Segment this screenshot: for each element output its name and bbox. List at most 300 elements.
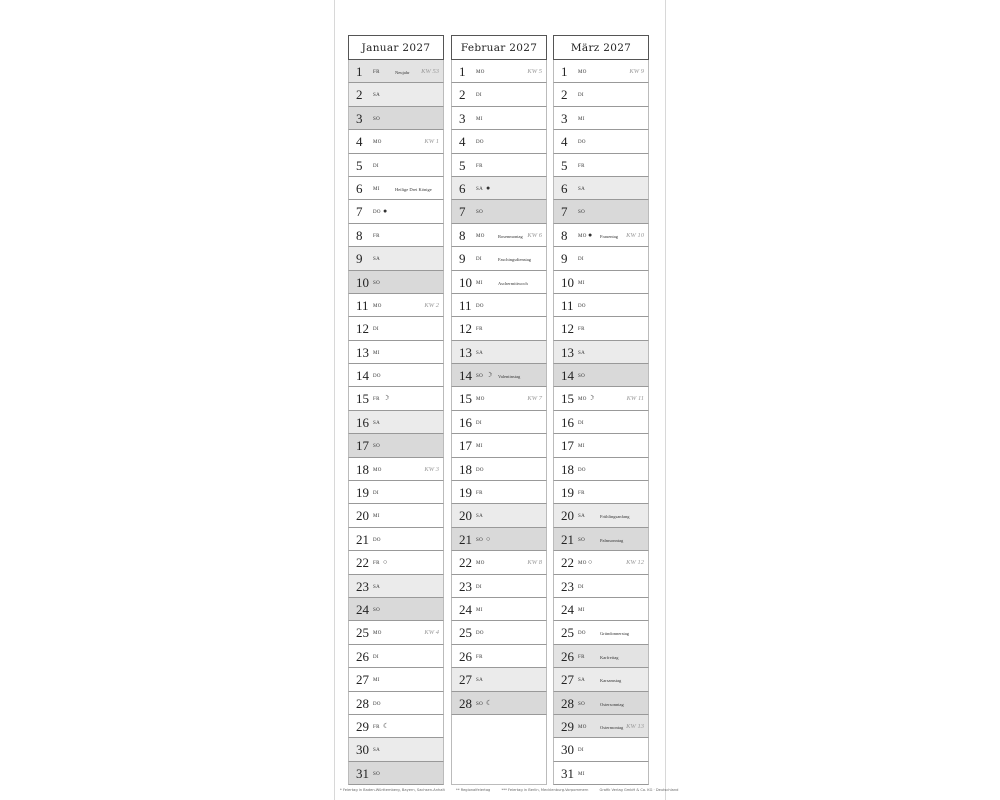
weekday-label: MO [476, 397, 485, 403]
day-cell[interactable] [451, 528, 547, 551]
weekday-label: MO [578, 397, 587, 403]
day-number: 23 [561, 578, 574, 594]
day-cell[interactable] [348, 247, 444, 270]
weekday-label: DO [373, 374, 381, 380]
day-number: 10 [356, 274, 369, 290]
day-number: 8 [459, 227, 466, 243]
weekday-label: MO [373, 467, 382, 473]
day-cell[interactable] [451, 504, 547, 527]
weekday-label: FR [373, 70, 380, 75]
day-number: 26 [356, 648, 369, 664]
day-cell[interactable] [553, 224, 649, 247]
day-number: 14 [459, 368, 472, 384]
day-number: 9 [561, 251, 568, 267]
day-cell[interactable] [451, 154, 547, 177]
empty-space [451, 715, 547, 785]
day-number: 20 [356, 508, 369, 524]
day-cell[interactable] [451, 481, 547, 504]
footer-note: Grafik Verlag GmbH & Co. KG · Deutschland [599, 788, 679, 792]
day-cell[interactable] [451, 434, 547, 457]
day-number: 23 [459, 578, 472, 594]
day-cell[interactable] [348, 130, 444, 153]
day-number: 13 [561, 344, 574, 360]
day-number: 11 [459, 297, 472, 313]
day-number: 1 [356, 64, 363, 79]
day-cell[interactable] [348, 668, 444, 691]
day-cell[interactable] [348, 621, 444, 644]
day-number: 8 [561, 227, 568, 243]
day-cell[interactable] [348, 551, 444, 574]
day-cell[interactable] [553, 177, 649, 200]
day-cell[interactable] [553, 200, 649, 223]
holiday-note: Rosenmontag [498, 233, 523, 239]
day-cell[interactable] [451, 621, 547, 644]
day-cell[interactable] [553, 434, 649, 457]
day-number: 22 [356, 555, 369, 571]
day-cell[interactable] [553, 130, 649, 153]
day-cell[interactable] [451, 83, 547, 106]
day-cell[interactable] [348, 83, 444, 106]
day-number: 17 [356, 438, 369, 454]
weekday-label: SO [476, 701, 483, 707]
day-cell[interactable] [451, 247, 547, 270]
weekday-label: SA [373, 257, 380, 263]
day-cell[interactable] [451, 458, 547, 481]
day-number: 9 [459, 251, 466, 267]
moon-phase-icon: ● [486, 183, 491, 192]
weekday-label: SA [578, 514, 585, 520]
day-cell[interactable] [553, 60, 649, 83]
day-number: 6 [356, 180, 363, 196]
week-number: KW 9 [629, 68, 644, 75]
holiday-note: Valentinstag [498, 374, 521, 380]
day-cell[interactable] [553, 458, 649, 481]
day-cell[interactable] [451, 411, 547, 434]
moon-phase-icon: ○ [383, 558, 388, 567]
weekday-label: MO [578, 724, 587, 730]
day-number: 7 [459, 204, 466, 220]
holiday-note: Faschingsdienstag [498, 257, 531, 263]
day-number: 20 [459, 508, 472, 524]
day-cell[interactable] [553, 154, 649, 177]
day-number: 23 [356, 578, 369, 594]
moon-phase-icon: ● [588, 230, 593, 239]
day-number: 3 [459, 110, 466, 126]
day-cell[interactable] [553, 83, 649, 106]
day-number: 6 [561, 180, 568, 196]
month-title: Januar 2027 [348, 35, 444, 60]
weekday-label: MI [373, 350, 380, 356]
day-number: 19 [561, 485, 574, 501]
weekday-label: DO [476, 631, 484, 637]
day-number: 15 [459, 391, 472, 407]
day-number: 15 [561, 391, 574, 407]
day-cell[interactable] [348, 504, 444, 527]
weekday-label: MI [578, 116, 585, 122]
day-cell[interactable] [451, 107, 547, 130]
weekday-label: SA [578, 678, 585, 684]
weekday-label: FR [578, 654, 585, 660]
day-number: 13 [356, 344, 369, 360]
holiday-note: Frauentag [600, 233, 618, 239]
day-cell[interactable] [553, 715, 649, 738]
day-number: 29 [356, 718, 369, 734]
day-cell[interactable] [451, 692, 547, 715]
weekday-label: DO [476, 467, 484, 473]
weekday-label: SA [373, 93, 380, 99]
day-cell[interactable] [553, 317, 649, 340]
day-cell[interactable] [553, 247, 649, 270]
day-number: 27 [356, 672, 369, 688]
day-number: 12 [561, 321, 574, 337]
holiday-note: Karsamstag [600, 678, 622, 684]
weekday-label: DI [476, 584, 482, 590]
day-cell[interactable] [348, 692, 444, 715]
day-cell[interactable] [553, 668, 649, 691]
week-number: KW 13 [626, 722, 644, 730]
day-cell[interactable] [451, 668, 547, 691]
weekday-label: DI [373, 163, 379, 169]
day-number: 24 [459, 601, 472, 617]
month-column [451, 35, 547, 785]
day-number: 6 [459, 180, 466, 196]
day-number: 8 [356, 227, 363, 243]
day-cell[interactable] [348, 341, 444, 364]
day-number: 20 [561, 508, 574, 524]
day-number: 12 [356, 321, 369, 337]
day-number: 7 [561, 204, 568, 220]
day-number: 2 [561, 87, 568, 103]
day-cell[interactable] [553, 645, 649, 668]
holiday-note: Frühlingsanfang [600, 514, 630, 520]
footer-note: * Feiertag in Baden-Württemberg, Bayern, Sachsen-Anhalt [340, 788, 445, 792]
weekday-label: SA [578, 350, 585, 356]
weekday-label: MI [578, 607, 585, 613]
weekday-label: DO [476, 140, 484, 146]
weekday-label: MI [373, 514, 380, 520]
day-cell[interactable] [348, 60, 444, 83]
day-number: 21 [561, 531, 574, 547]
day-cell[interactable] [451, 130, 547, 153]
weekday-label: SO [476, 210, 483, 216]
weekday-label: SA [373, 584, 380, 590]
weekday-label: MO [476, 70, 485, 75]
weekday-label: SO [578, 210, 585, 216]
day-cell[interactable] [348, 458, 444, 481]
day-number: 28 [356, 695, 369, 711]
weekday-label: DI [476, 420, 482, 426]
day-cell[interactable] [451, 575, 547, 598]
day-number: 21 [459, 531, 472, 547]
day-cell[interactable] [348, 411, 444, 434]
footer-note: *** Feiertag in Berlin, Mecklenburg-Vorpommern [501, 788, 589, 792]
weekday-label: SO [476, 374, 483, 380]
day-cell[interactable] [451, 294, 547, 317]
weekday-label: MO [373, 140, 382, 146]
day-cell[interactable] [451, 364, 547, 387]
day-cell[interactable] [348, 481, 444, 504]
weekday-label: FR [578, 327, 585, 333]
day-number: 17 [561, 438, 574, 454]
day-number: 24 [356, 601, 369, 617]
day-number: 18 [561, 461, 574, 477]
holiday-note: Ostersonntag [600, 701, 624, 707]
day-number: 31 [356, 765, 369, 781]
weekday-label: SA [476, 678, 483, 684]
day-number: 16 [356, 414, 369, 430]
day-cell[interactable] [553, 738, 649, 761]
day-number: 22 [459, 555, 472, 571]
day-number: 7 [356, 204, 363, 220]
weekday-label: DI [578, 420, 584, 426]
weekday-label: DO [373, 210, 381, 216]
day-number: 31 [561, 765, 574, 781]
day-cell[interactable] [553, 528, 649, 551]
day-cell[interactable] [451, 387, 547, 410]
weekday-label: SO [373, 607, 380, 613]
day-cell[interactable] [553, 598, 649, 621]
weekday-label: MI [578, 771, 585, 777]
day-number: 26 [459, 648, 472, 664]
day-cell[interactable] [553, 504, 649, 527]
weekday-label: MI [476, 280, 483, 286]
day-number: 24 [561, 601, 574, 617]
day-number: 1 [561, 64, 568, 79]
day-number: 21 [356, 531, 369, 547]
day-cell[interactable] [451, 645, 547, 668]
day-cell[interactable] [348, 177, 444, 200]
holiday-note: Palmsonntag [600, 537, 624, 543]
day-cell[interactable] [451, 177, 547, 200]
weekday-label: FR [578, 163, 585, 169]
day-cell[interactable] [553, 551, 649, 574]
day-cell[interactable] [348, 154, 444, 177]
day-number: 3 [561, 110, 568, 126]
day-cell[interactable] [553, 692, 649, 715]
moon-phase-icon: ☾ [383, 721, 390, 730]
moon-phase-icon: ● [383, 207, 388, 216]
month-title: März 2027 [553, 35, 649, 60]
weekday-label: SA [476, 350, 483, 356]
weekday-label: DI [578, 93, 584, 99]
weekday-label: FR [373, 233, 380, 239]
week-number: KW 12 [626, 559, 644, 567]
week-number: KW 8 [527, 559, 542, 567]
day-cell[interactable] [348, 598, 444, 621]
weekday-label: DO [578, 631, 586, 637]
day-number: 4 [459, 134, 466, 150]
week-number: KW 7 [527, 395, 542, 403]
day-cell[interactable] [451, 200, 547, 223]
day-number: 9 [356, 251, 363, 267]
day-cell[interactable] [348, 387, 444, 410]
weekday-label: DI [578, 257, 584, 263]
day-number: 16 [459, 414, 472, 430]
day-cell[interactable] [553, 341, 649, 364]
day-number: 15 [356, 391, 369, 407]
day-number: 27 [561, 672, 574, 688]
weekday-label: FR [373, 561, 380, 567]
day-number: 1 [459, 64, 466, 79]
day-number: 5 [561, 157, 568, 173]
day-cell[interactable] [451, 224, 547, 247]
day-number: 4 [356, 134, 363, 150]
day-cell[interactable] [553, 575, 649, 598]
holiday-note: Ostermontag [600, 724, 624, 730]
weekday-label: SO [578, 537, 585, 543]
day-cell[interactable] [348, 738, 444, 761]
holiday-note: Neujahr [395, 70, 410, 75]
week-number: KW 5 [527, 68, 542, 75]
day-number: 11 [356, 297, 369, 313]
weekday-label: MI [373, 678, 380, 684]
weekday-label: MO [578, 233, 587, 239]
weekday-label: DI [373, 654, 379, 660]
weekday-label: SO [476, 537, 483, 543]
weekday-label: FR [476, 654, 483, 660]
weekday-label: MO [476, 233, 485, 239]
day-number: 2 [356, 87, 363, 103]
day-number: 25 [561, 625, 574, 641]
weekday-label: MI [373, 186, 380, 192]
day-cell[interactable] [348, 715, 444, 738]
day-cell[interactable] [348, 575, 444, 598]
day-cell[interactable] [348, 224, 444, 247]
moon-phase-icon: ☽ [383, 394, 390, 403]
weekday-label: DO [578, 303, 586, 309]
moon-phase-icon: ☽ [588, 394, 595, 403]
footer-note: ** Regionalfeiertag [456, 788, 491, 792]
weekday-label: SO [578, 374, 585, 380]
month-column [348, 35, 444, 785]
weekday-label: SA [476, 514, 483, 520]
day-number: 3 [356, 110, 363, 126]
weekday-label: MO [373, 631, 382, 637]
day-number: 13 [459, 344, 472, 360]
day-cell[interactable] [553, 364, 649, 387]
weekday-label: SO [578, 701, 585, 707]
day-number: 26 [561, 648, 574, 664]
day-cell[interactable] [451, 317, 547, 340]
day-number: 10 [459, 274, 472, 290]
month-column [553, 35, 649, 785]
weekday-label: DO [476, 303, 484, 309]
moon-phase-icon: ☽ [486, 371, 493, 380]
day-number: 4 [561, 134, 568, 150]
weekday-label: DI [578, 748, 584, 754]
week-number: KW 10 [626, 231, 644, 239]
day-number: 2 [459, 87, 466, 103]
weekday-label: DO [373, 537, 381, 543]
moon-phase-icon: ○ [588, 558, 593, 567]
weekday-label: MI [476, 444, 483, 450]
day-number: 17 [459, 438, 472, 454]
day-cell[interactable] [348, 317, 444, 340]
day-number: 27 [459, 672, 472, 688]
weekday-label: SO [373, 444, 380, 450]
day-number: 12 [459, 321, 472, 337]
holiday-note: Heilige Drei Könige [395, 186, 432, 192]
weekday-label: MO [578, 70, 587, 75]
weekday-label: DI [373, 327, 379, 333]
moon-phase-icon: ☾ [486, 698, 493, 707]
weekday-label: FR [476, 163, 483, 169]
weekday-label: FR [373, 397, 380, 403]
day-cell[interactable] [553, 387, 649, 410]
weekday-label: SO [373, 116, 380, 122]
weekday-label: SO [373, 280, 380, 286]
day-cell[interactable] [348, 645, 444, 668]
week-number: KW 1 [424, 138, 439, 146]
weekday-label: DI [578, 584, 584, 590]
weekday-label: MO [476, 561, 485, 567]
day-cell[interactable] [553, 762, 649, 785]
day-cell[interactable] [553, 621, 649, 644]
day-number: 5 [356, 157, 363, 173]
day-cell[interactable] [348, 434, 444, 457]
day-cell[interactable] [451, 60, 547, 83]
day-cell[interactable] [348, 762, 444, 785]
day-number: 14 [356, 368, 369, 384]
weekday-label: SO [373, 771, 380, 777]
week-number: KW 53 [421, 68, 439, 75]
day-number: 10 [561, 274, 574, 290]
day-cell[interactable] [348, 294, 444, 317]
day-cell[interactable] [348, 200, 444, 223]
weekday-label: MI [476, 607, 483, 613]
week-number: KW 4 [424, 629, 439, 637]
day-number: 22 [561, 555, 574, 571]
day-cell[interactable] [348, 271, 444, 294]
day-number: 18 [356, 461, 369, 477]
day-number: 30 [356, 742, 369, 758]
weekday-label: FR [476, 327, 483, 333]
day-cell[interactable] [451, 598, 547, 621]
weekday-label: FR [373, 724, 380, 730]
weekday-label: DO [373, 701, 381, 707]
weekday-label: SA [476, 186, 483, 192]
weekday-label: MO [578, 561, 587, 567]
day-cell[interactable] [451, 551, 547, 574]
moon-phase-icon: ○ [486, 534, 491, 543]
day-number: 5 [459, 157, 466, 173]
day-cell[interactable] [553, 481, 649, 504]
month-title: Februar 2027 [451, 35, 547, 60]
day-cell[interactable] [348, 364, 444, 387]
weekday-label: DO [578, 140, 586, 146]
day-cell[interactable] [348, 528, 444, 551]
day-cell[interactable] [553, 107, 649, 130]
day-number: 29 [561, 718, 574, 734]
weekday-label: FR [578, 491, 585, 497]
weekday-label: SA [373, 420, 380, 426]
holiday-note: Gründonnerstag [600, 631, 629, 637]
weekday-label: SA [373, 748, 380, 754]
weekday-label: DI [373, 491, 379, 497]
day-cell[interactable] [348, 107, 444, 130]
day-number: 30 [561, 742, 574, 758]
day-cell[interactable] [451, 341, 547, 364]
day-number: 18 [459, 461, 472, 477]
weekday-label: MO [373, 303, 382, 309]
week-number: KW 6 [527, 231, 542, 239]
day-cell[interactable] [451, 271, 547, 294]
day-cell[interactable] [553, 294, 649, 317]
day-cell[interactable] [553, 271, 649, 294]
week-number: KW 2 [424, 301, 439, 309]
weekday-label: MI [578, 444, 585, 450]
day-cell[interactable] [553, 411, 649, 434]
